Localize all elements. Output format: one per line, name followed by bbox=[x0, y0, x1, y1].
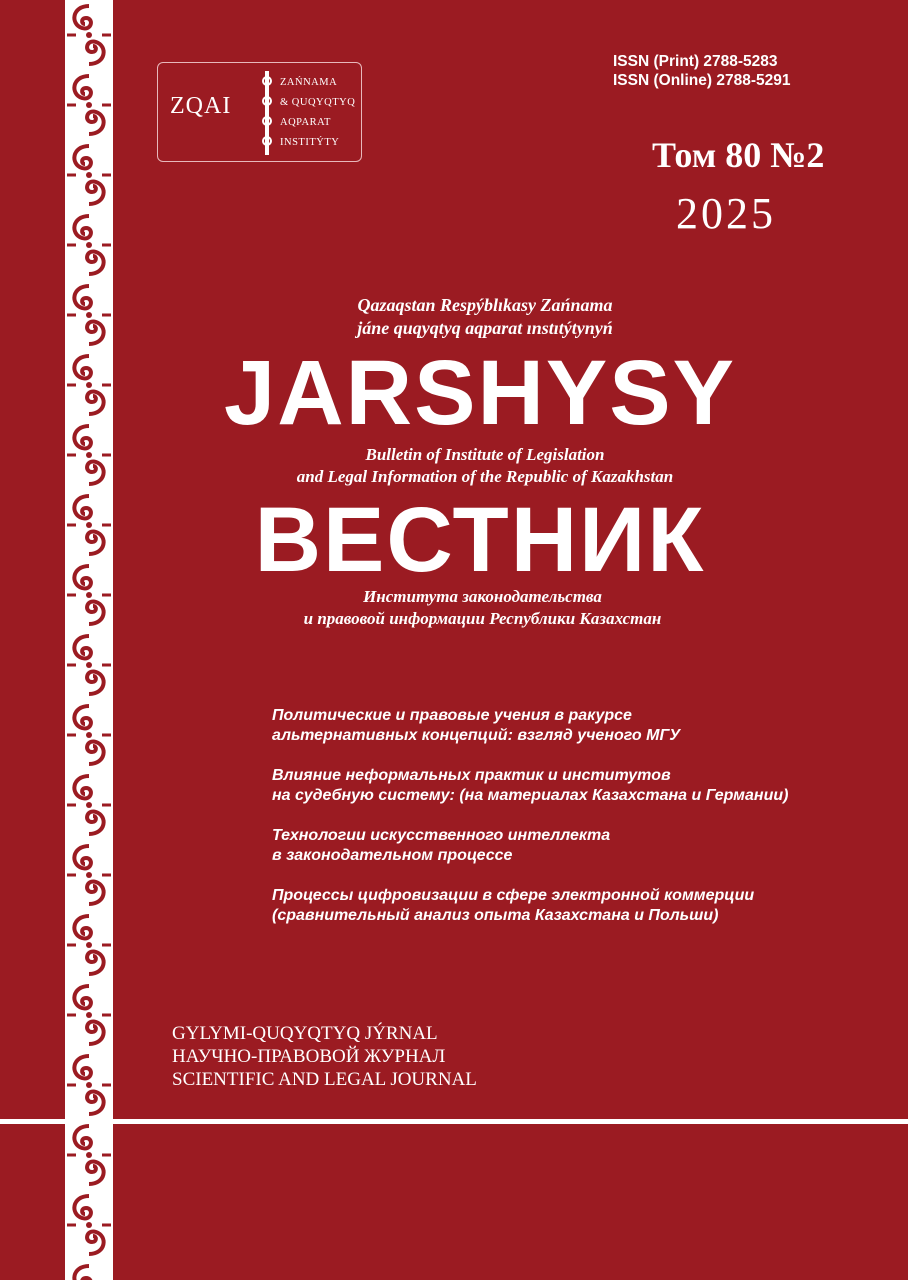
article-line: на судебную систему: (на материалах Казахстана и Германии) bbox=[272, 787, 789, 804]
issn-online: ISSN (Online) 2788-5291 bbox=[613, 72, 791, 89]
logo-text-line: & QUQYQTYQ bbox=[280, 97, 356, 108]
volume-number: Том 80 №2 bbox=[652, 135, 825, 175]
article-line: Политические и правовые учения в ракурсе bbox=[272, 707, 632, 724]
journal-type bbox=[172, 1022, 477, 1091]
journal-type-line: НАУЧНО-ПРАВОВОЙ ЖУРНАЛ bbox=[172, 1046, 446, 1067]
subtitle-kazakh bbox=[220, 294, 750, 340]
article-title bbox=[272, 766, 872, 806]
logo-divider-ornament bbox=[261, 71, 273, 155]
subtitle-english bbox=[220, 444, 750, 488]
title-jarshysy: JARSHYSY bbox=[224, 342, 736, 444]
issn-print: ISSN (Print) 2788-5283 bbox=[613, 53, 778, 70]
subtitle-line: and Legal Information of the Republic of Kazakhstan bbox=[296, 467, 674, 486]
issn-block bbox=[613, 52, 790, 90]
article-title bbox=[272, 826, 872, 866]
article-line: Технологии искусственного интеллекта bbox=[272, 827, 611, 844]
ornament-band bbox=[62, 0, 116, 1280]
featured-articles bbox=[272, 706, 872, 946]
horizontal-rule bbox=[0, 1119, 908, 1124]
subtitle-russian bbox=[210, 586, 755, 630]
subtitle-line: и правовой информации Республики Казахстан bbox=[303, 609, 662, 628]
journal-type-line: GYLYMI-QUQYQTYQ JÝRNAL bbox=[172, 1023, 438, 1044]
article-title bbox=[272, 706, 872, 746]
institute-logo bbox=[157, 62, 362, 162]
logo-text bbox=[280, 73, 360, 153]
logo-text-line: AQPARAT bbox=[280, 117, 331, 128]
article-line: Процессы цифровизации в сфере электронной коммерции bbox=[272, 887, 755, 904]
article-title bbox=[272, 886, 872, 926]
subtitle-line: Института законодательства bbox=[363, 587, 602, 606]
logo-text-line: ZAŃNAMA bbox=[280, 77, 338, 88]
ornament-pattern bbox=[62, 0, 116, 1280]
article-line: альтернативных концепций: взгляд ученого МГУ bbox=[272, 727, 681, 744]
issue-year: 2025 bbox=[676, 189, 776, 238]
logo-text-line: INSTITÝTY bbox=[280, 137, 340, 148]
title-vestnik: ВЕСТНИК bbox=[254, 489, 706, 591]
subtitle-line: Bulletin of Institute of Legislation bbox=[365, 445, 605, 464]
article-line: в законодательном процессе bbox=[272, 847, 513, 864]
logo-mark: ZQAI bbox=[170, 93, 232, 119]
subtitle-line: jáne quqyqtyq aqparat ınstıtýtynyń bbox=[357, 318, 613, 338]
article-line: Влияние неформальных практик и институтов bbox=[272, 767, 671, 784]
article-line: (сравнительный анализ опыта Казахстана и Польши) bbox=[272, 907, 719, 924]
subtitle-line: Qazaqstan Respýblıkasy Zańnama bbox=[357, 295, 613, 315]
journal-type-line: SCIENTIFIC AND LEGAL JOURNAL bbox=[172, 1069, 477, 1090]
